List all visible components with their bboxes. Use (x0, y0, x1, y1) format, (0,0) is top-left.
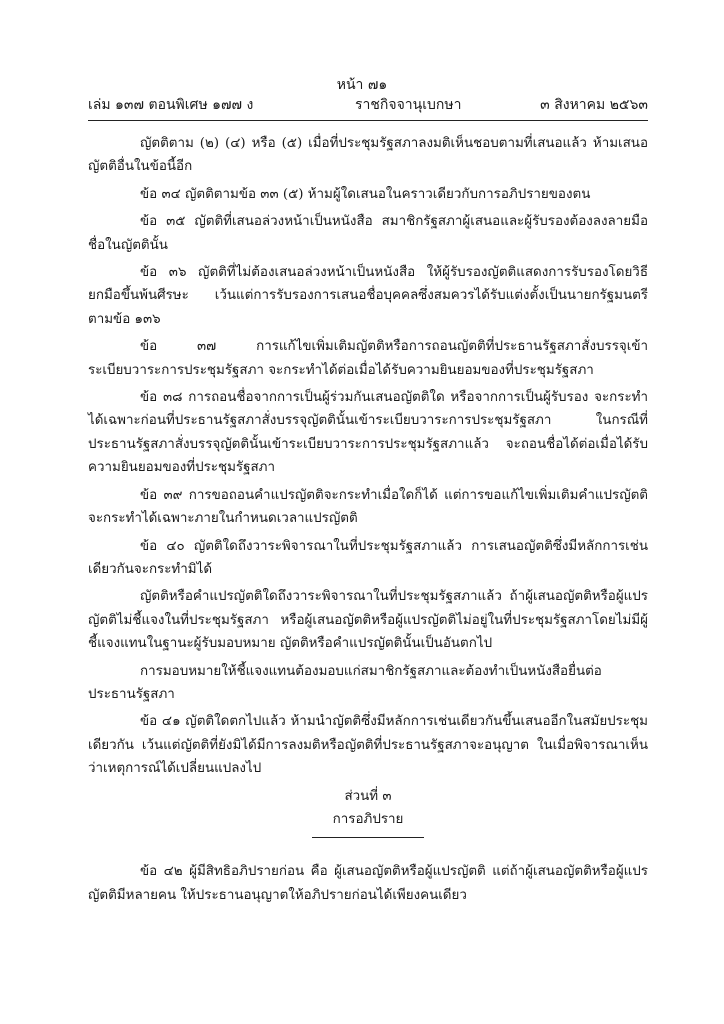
publication-date: ๓ สิงหาคม ๒๕๖๓ (540, 97, 648, 113)
gazette-title: ราชกิจจานุเบกษา (355, 97, 462, 113)
section-subheading: การอภิปราย (332, 811, 404, 827)
paragraph-article-35: ข้อ ๓๕ ญัตติที่เสนอล่วงหน้าเป็นหนังสือ สมาชิกรัฐสภาผู้เสนอและผู้รับรองต้องลงลายมือชื่อในญัตตินั้น (88, 214, 648, 253)
paragraph-continuation: ญัตติตาม (๒) (๔) หรือ (๕) เมื่อที่ประชุมรัฐสภาลงมติเห็นชอบตามที่เสนอแล้ว ห้ามเสนอญัตติอื่นในข้อนี้อีก (88, 136, 648, 175)
paragraph-article-40: ข้อ ๔๐ ญัตติใดถึงวาระพิจารณาในที่ประชุมรัฐสภาแล้ว การเสนอญัตติซึ่งมีหลักการเช่นเดียวกันจะกระทำมิได้ (88, 538, 648, 577)
header-divider (88, 120, 648, 121)
section-heading: ส่วนที่ ๓ (344, 788, 392, 804)
paragraph-article-36: ข้อ ๓๖ ญัตติที่ไม่ต้องเสนอล่วงหน้าเป็นหนังสือ ให้ผู้รับรองญัตติแสดงการรับรองโดยวิธียกมือขึ้นพ้นศีรษะ เว้นแต่การรับรองการเสนอชื่อบุคคลซึ่งสมควรได้รับแต่งตั้งเป็นนายกรัฐมนตรีตามข้อ ๑๓๖ (88, 265, 648, 327)
paragraph-article-37: ข้อ ๓๗ การแก้ไขเพิ่มเติมญัตติหรือการถอนญัตติที่ประธานรัฐสภาสั่งบรรจุเข้าระเบียบวาระการประชุมรัฐสภา จะกระทำได้ต่อเมื่อได้รับความยินยอมของที่ประชุมรัฐสภา (88, 339, 648, 378)
paragraph-article-40-clause-3: การมอบหมายให้ชี้แจงแทนต้องมอบแก่สมาชิกรัฐสภาและต้องทำเป็นหนังสือยื่นต่อประธานรัฐสภา (88, 663, 602, 702)
paragraph-article-38: ข้อ ๓๘ การถอนชื่อจากการเป็นผู้ร่วมกันเสนอญัตติใด หรือจากการเป็นผู้รับรอง จะกระทำได้เฉพาะก่อนที่ประธานรัฐสภาสั่งบรรจุญัตตินั้นเข้าระเบียบวาระการประชุมรัฐสภา ในกรณีที่ประธานรัฐสภาสั่งบรรจุญัตตินั้นเข้าระเบียบวาระการประชุมรัฐสภาแล้ว จะถอนชื่อได้ต่อเมื่อได้รับความยินยอมของที่ประชุมรัฐสภา (88, 390, 648, 476)
paragraph-article-40-clause-2: ญัตติหรือคำแปรญัตติใดถึงวาระพิจารณาในที่ประชุมรัฐสภาแล้ว ถ้าผู้เสนอญัตติหรือผู้แปรญัตติไม่ชี้แจงในที่ประชุมรัฐสภา หรือผู้เสนอญัตติหรือผู้แปรญัตติไม่อยู่ในที่ประชุมรัฐสภาโดยไม่มีผู้ชี้แจงแทนในฐานะผู้รับมอบหมาย ญัตติหรือคำแปรญัตตินั้นเป็นอันตกไป (88, 589, 648, 652)
document-body (88, 132, 648, 911)
section-divider (312, 837, 424, 838)
paragraph-article-42: ข้อ ๔๒ ผู้มีสิทธิอภิปรายก่อน คือ ผู้เสนอญัตติหรือผู้แปรญัตติ แต่ถ้าผู้เสนอญัตติหรือผู้แปรญัตติมีหลายคน ให้ประธานอนุญาตให้อภิปรายก่อนได้เพียงคนเดียว (88, 864, 648, 903)
volume-issue: เล่ม ๑๓๗ ตอนพิเศษ ๑๗๗ ง (88, 97, 254, 113)
paragraph-article-41: ข้อ ๔๑ ญัตติใดตกไปแล้ว ห้ามนำญัตติซึ่งมีหลักการเช่นเดียวกันขึ้นเสนออีกในสมัยประชุมเดียวกัน เว้นแต่ญัตติที่ยังมิได้มีการลงมติหรือญัตติที่ประธานรัฐสภาจะอนุญาต ในเมื่อพิจารณาเห็นว่าเหตุการณ์ได้เปลี่ยนแปลงไป (88, 714, 648, 777)
paragraph-article-39: ข้อ ๓๙ การขอถอนคำแปรญัตติจะกระทำเมื่อใดก็ได้ แต่การขอแก้ไขเพิ่มเติมคำแปรญัตติจะกระทำได้เฉพาะภายในกำหนดเวลาแปรญัตติ (88, 487, 648, 527)
paragraph-article-34: ข้อ ๓๔ ญัตติตามข้อ ๓๓ (๕) ห้ามผู้ใดเสนอในคราวเดียวกับการอภิปรายของตน (140, 186, 591, 202)
page-number: หน้า ๗๑ (336, 77, 388, 93)
